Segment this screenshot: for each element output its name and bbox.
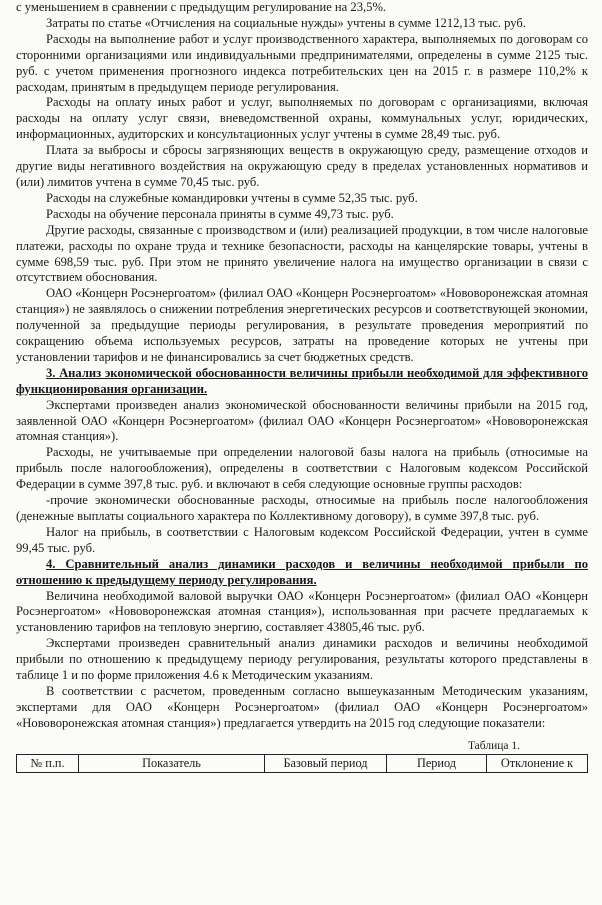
section-3-paragraph: Налог на прибыль, в соответствии с Налоговым кодексом Российской Федерации, учтен в сумме 99,45 тыс. руб. [16, 524, 588, 555]
table-header-cell: Базовый период [265, 754, 387, 772]
section-4-paragraph: В соответствии с расчетом, проведенным согласно вышеуказанным Методическим указаниям, экспертами для ОАО «Концерн Росэнергоатом» (филиал ОАО «Концерн Росэнергоатом» «Нововоронежская атомная станция») предлагается утвердить на 2015 год следующие показатели: [16, 683, 588, 730]
paragraph-business-trips: Расходы на служебные командировки учтены в сумме 52,35 тыс. руб. [46, 190, 418, 205]
section-4-heading: 4. Сравнительный анализ динамики расходов и величины необходимой прибыли по отношению к предыдущему периоду регулирования. [16, 556, 588, 587]
section-3-paragraph: Расходы, не учитываемые при определении налоговой базы налога на прибыль (относимые на прибыль после налогообложения), определены в соответствии с Налоговым кодексом Российской Федерации в сумме 397,8 тыс. руб. и включают в себя следующие основные группы расходов: [16, 445, 588, 492]
table-header-cell: Период [387, 754, 487, 772]
paragraph-energy-saving: ОАО «Концерн Росэнергоатом» (филиал ОАО «Концерн Росэнергоатом» «Нововоронежская атомная станция») не заявлялось о снижении потребления энергетических ресурсов и соответствующей экономии, полученной за предыдущие периоды регулирования, в результате проведения мероприятий по сокращению объема используемых ресурсов, затраты на проведение которых не учтены при установлении тарифов и не финансировались за счет бюджетных средств. [16, 286, 588, 364]
paragraph-social-contributions: Затраты по статье «Отчисления на социальные нужды» учтены в сумме 1212,13 тыс. руб. [46, 15, 526, 30]
paragraph-other-expenses: Другие расходы, связанные с производством и (или) реализацией продукции, в том числе налоговые платежи, расходы по охране труда и технике безопасности, расходы на канцелярские товары, учтены в сумме 698,59 тыс. руб. При этом не принято увеличение налога на имущество организации в связи с отсутствием обоснования. [16, 222, 588, 285]
section-4-paragraph: Экспертами произведен сравнительный анализ динамики расходов и величины необходимой прибыли по отношению к предыдущему периоду регулирования, результаты которого представлены в таблице 1 и по форме приложения 4.6 к Методическим указаниям. [16, 636, 588, 683]
table-header-cell: № п.п. [17, 754, 79, 772]
table-header-cell: Отклонение к [487, 754, 588, 772]
paragraph-production-services: Расходы на выполнение работ и услуг производственного характера, выполняемых по договорам со сторонними организациями или индивидуальными предпринимателями, определены в сумме 2125 тыс. руб. с учетом применения прогнозного индекса потребительских цен на 2015 г. в размере 110,2% к расходам, принятым в предыдущем периоде регулирования. [16, 31, 588, 94]
paragraph-other-services: Расходы на оплату иных работ и услуг, выполняемых по договорам с организациями, включая расходы на оплату услуг связи, вневедомственной охраны, коммунальных услуг, юридических, информационных, аудиторских и консультационных услуг учтены в сумме 28,49 тыс. руб. [16, 95, 588, 142]
paragraph-continuation: с уменьшением в сравнении с предыдущим регулирование на 23,5%. [16, 0, 387, 14]
table-header-cell: Показатель [79, 754, 265, 772]
paragraph-emissions-fee: Плата за выбросы и сбросы загрязняющих веществ в окружающую среду, размещение отходов и другие виды негативного воздействия на окружающую среду в пределах установленных нормативов и (или) лимитов учтена в сумме 70,45 тыс. руб. [16, 143, 588, 189]
section-3-paragraph: Экспертами произведен анализ экономической обоснованности величины прибыли на 2015 год, заявленной ОАО «Концерн Росэнергоатом» (филиал ОАО «Концерн Росэнергоатом» «Нововоронежская атомная станция»). [16, 397, 588, 444]
table-caption: Таблица 1. [467, 739, 520, 752]
paragraph-staff-training: Расходы на обучение персонала приняты в сумме 49,73 тыс. руб. [46, 206, 394, 221]
section-4-paragraph: Величина необходимой валовой выручки ОАО «Концерн Росэнергоатом» (филиал ОАО «Концерн Росэнергоатом» «Нововоронежская атомная станция»), использованная при расчете предлагаемых к установлению тарифов на тепловую энергию, составляет 43805,46 тыс. руб. [16, 588, 588, 635]
section-3-heading: 3. Анализ экономической обоснованности величины прибыли необходимой для эффективного функционирования организации. [16, 365, 588, 396]
document-body [16, 0, 588, 732]
table-header-row [17, 754, 588, 772]
comparison-table [16, 754, 588, 773]
section-3-paragraph: -прочие экономически обоснованные расходы, относимые на прибыль после налогообложения (денежные выплаты социального характера по Коллективному договору), в сумме 397,8 тыс. руб. [16, 493, 588, 523]
